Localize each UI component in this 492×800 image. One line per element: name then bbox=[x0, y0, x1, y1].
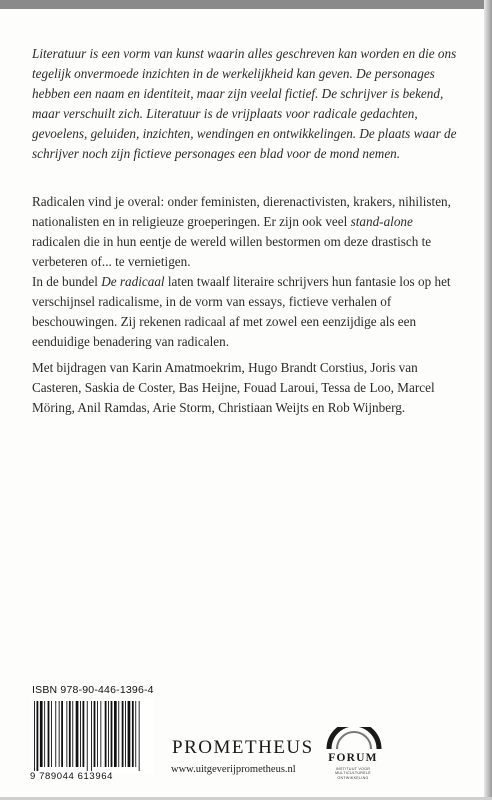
barcode-bar bbox=[51, 701, 52, 767]
description-text-2 bbox=[32, 272, 458, 352]
barcode-bar bbox=[40, 701, 43, 767]
barcode-bar bbox=[97, 701, 98, 767]
publisher-logo: PROMETHEUS bbox=[172, 737, 314, 758]
barcode-bar bbox=[44, 701, 45, 767]
forum-name: FORUM bbox=[328, 752, 378, 764]
barcode-bar bbox=[135, 701, 136, 767]
barcode-bar bbox=[76, 701, 79, 767]
barcode-bar bbox=[94, 701, 96, 767]
barcode-digits: 9 789044 613964 bbox=[30, 771, 113, 782]
barcode-bar bbox=[69, 701, 71, 767]
publisher-url: www.uitgeverijprometheus.nl bbox=[171, 764, 296, 775]
description-text-2b: laten twaalf literaire schrijvers hun fantasie los op het verschijnsel radicalisme, in de vorm van essays, fictieve verhalen of beschouwingen. Zij rekenen radicaal af met zowel een eenzijdige als een eenduidige benadering van radicalen. bbox=[32, 274, 451, 349]
book-title-emphasis: De radicaal bbox=[101, 274, 165, 289]
barcode-bar bbox=[55, 701, 56, 767]
barcode-bar bbox=[87, 701, 88, 771]
barcode-bar bbox=[118, 701, 119, 767]
description-text-1 bbox=[32, 192, 458, 272]
intro-text: Literatuur is een vorm van kunst waarin alles geschreven kan worden en die ons tegelijk onvermoede inzichten in de werkelijkheid kan geven. De personages hebben een naam en identiteit, maar zijn veelal fictief. De schrijver is bekend, maar verschuilt zich. Literatuur is de vrijplaats voor radicale gedachten, gevoelens, geluiden, inzichten, wendingen en ontwikkelingen. De plaats waar de schrijver noch zijn fictieve personages een blad voor de mond nemen. bbox=[32, 46, 457, 161]
barcode-bar bbox=[132, 701, 134, 767]
barcode-bar bbox=[100, 701, 101, 767]
description-text-1b: radicalen die in hun eentje de wereld willen bestormen om deze drastisch te verbeteren of... te vernietigen. bbox=[32, 234, 432, 269]
barcode-bar bbox=[114, 701, 117, 767]
barcode-bar bbox=[34, 701, 35, 771]
description-text-2a: In de bundel bbox=[32, 274, 102, 289]
forum-subtitle: INSTITUUT VOOR MULTICULTURELE ONTWIKKELING bbox=[335, 767, 371, 780]
contributors-paragraph bbox=[32, 358, 458, 418]
barcode-bar bbox=[125, 701, 126, 767]
barcode-bar bbox=[83, 701, 85, 767]
barcode-bar bbox=[59, 701, 60, 767]
description-paragraph bbox=[32, 192, 458, 352]
isbn-label: ISBN 978-90-446-1396-4 bbox=[32, 684, 154, 696]
barcode bbox=[30, 699, 154, 773]
barcode-bar bbox=[108, 701, 109, 767]
barcode-bar bbox=[91, 701, 92, 771]
barcode-bar bbox=[37, 701, 39, 771]
description-emphasis-1: stand-alone bbox=[350, 214, 413, 229]
barcode-bar bbox=[48, 701, 50, 767]
description-text-1a: Radicalen vind je overal: onder feministen, dierenactivisten, krakers, nihilisten, nationalisten en in religieuze groeperingen. Er zijn ook veel bbox=[32, 194, 451, 229]
cover-top-edge bbox=[0, 0, 492, 9]
barcode-bar bbox=[66, 701, 67, 767]
forum-logo-icon bbox=[323, 727, 385, 751]
barcode-bar bbox=[105, 701, 107, 767]
intro-paragraph bbox=[32, 44, 458, 164]
barcode-icon bbox=[30, 699, 154, 773]
barcode-bar bbox=[128, 701, 131, 767]
contributors-text: Met bijdragen van Karin Amatmoekrim, Hugo Brandt Corstius, Joris van Casteren, Saskia de Coster, Bas Heijne, Fouad Laroui, Tessa de Loo, Marcel Möring, Anil Ramdas, Arie Storm, Christiaan Weijts en Rob Wijnberg. bbox=[32, 360, 435, 415]
cover-spine-edge bbox=[484, 0, 492, 800]
barcode-bar bbox=[80, 701, 81, 767]
barcode-bar bbox=[61, 701, 63, 767]
barcode-bar bbox=[72, 701, 73, 767]
barcode-bar bbox=[122, 701, 124, 767]
barcode-bar bbox=[139, 701, 140, 771]
barcode-bar bbox=[111, 701, 113, 767]
